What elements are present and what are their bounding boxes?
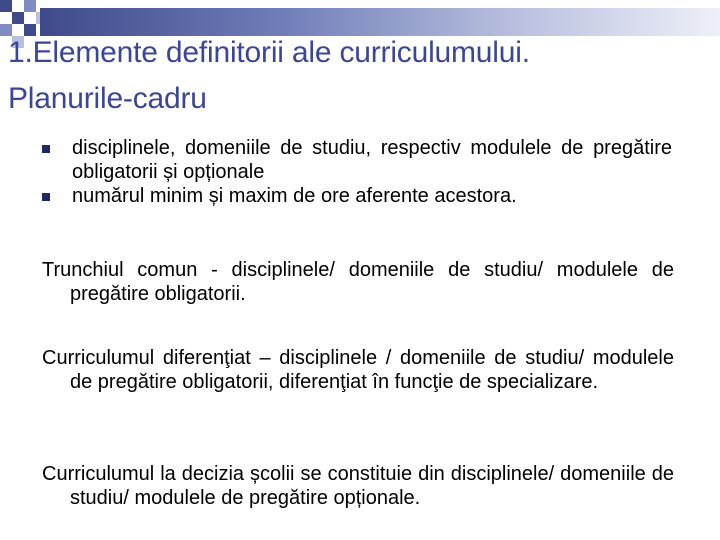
bullet-text: disciplinele, domeniile de studiu, respectiv modulele de pregătire obligatorii și opționale — [72, 137, 672, 183]
slide-title-line2: Planurile-cadru — [8, 82, 207, 115]
slide-title-line1: 1.Elemente definitorii ale curriculumului. — [8, 36, 530, 69]
paragraph-curriculum-decizia-scolii: Curriculumul la decizia școlii se constituie din disciplinele/ domeniile de studiu/ modulele de pregătire opționale. — [42, 463, 674, 509]
square-bullet-icon — [42, 145, 50, 153]
bullet-item — [40, 136, 672, 184]
paragraph-curriculum-diferentiat: Curriculumul diferenţiat – disciplinele / domeniile de studiu/ modulele de pregătire obligatorii, diferenţiat în funcţie de specializare. — [42, 347, 674, 393]
square-bullet-icon — [42, 193, 50, 201]
bullet-item — [40, 184, 672, 208]
bullet-text: numărul minim și maxim de ore aferente acestora. — [72, 185, 517, 207]
bullet-list — [40, 136, 672, 208]
paragraph-trunchiul-comun: Trunchiul comun - disciplinele/ domeniile de studiu/ modulele de pregătire obligatorii. — [42, 259, 674, 305]
slide-title — [8, 30, 714, 122]
